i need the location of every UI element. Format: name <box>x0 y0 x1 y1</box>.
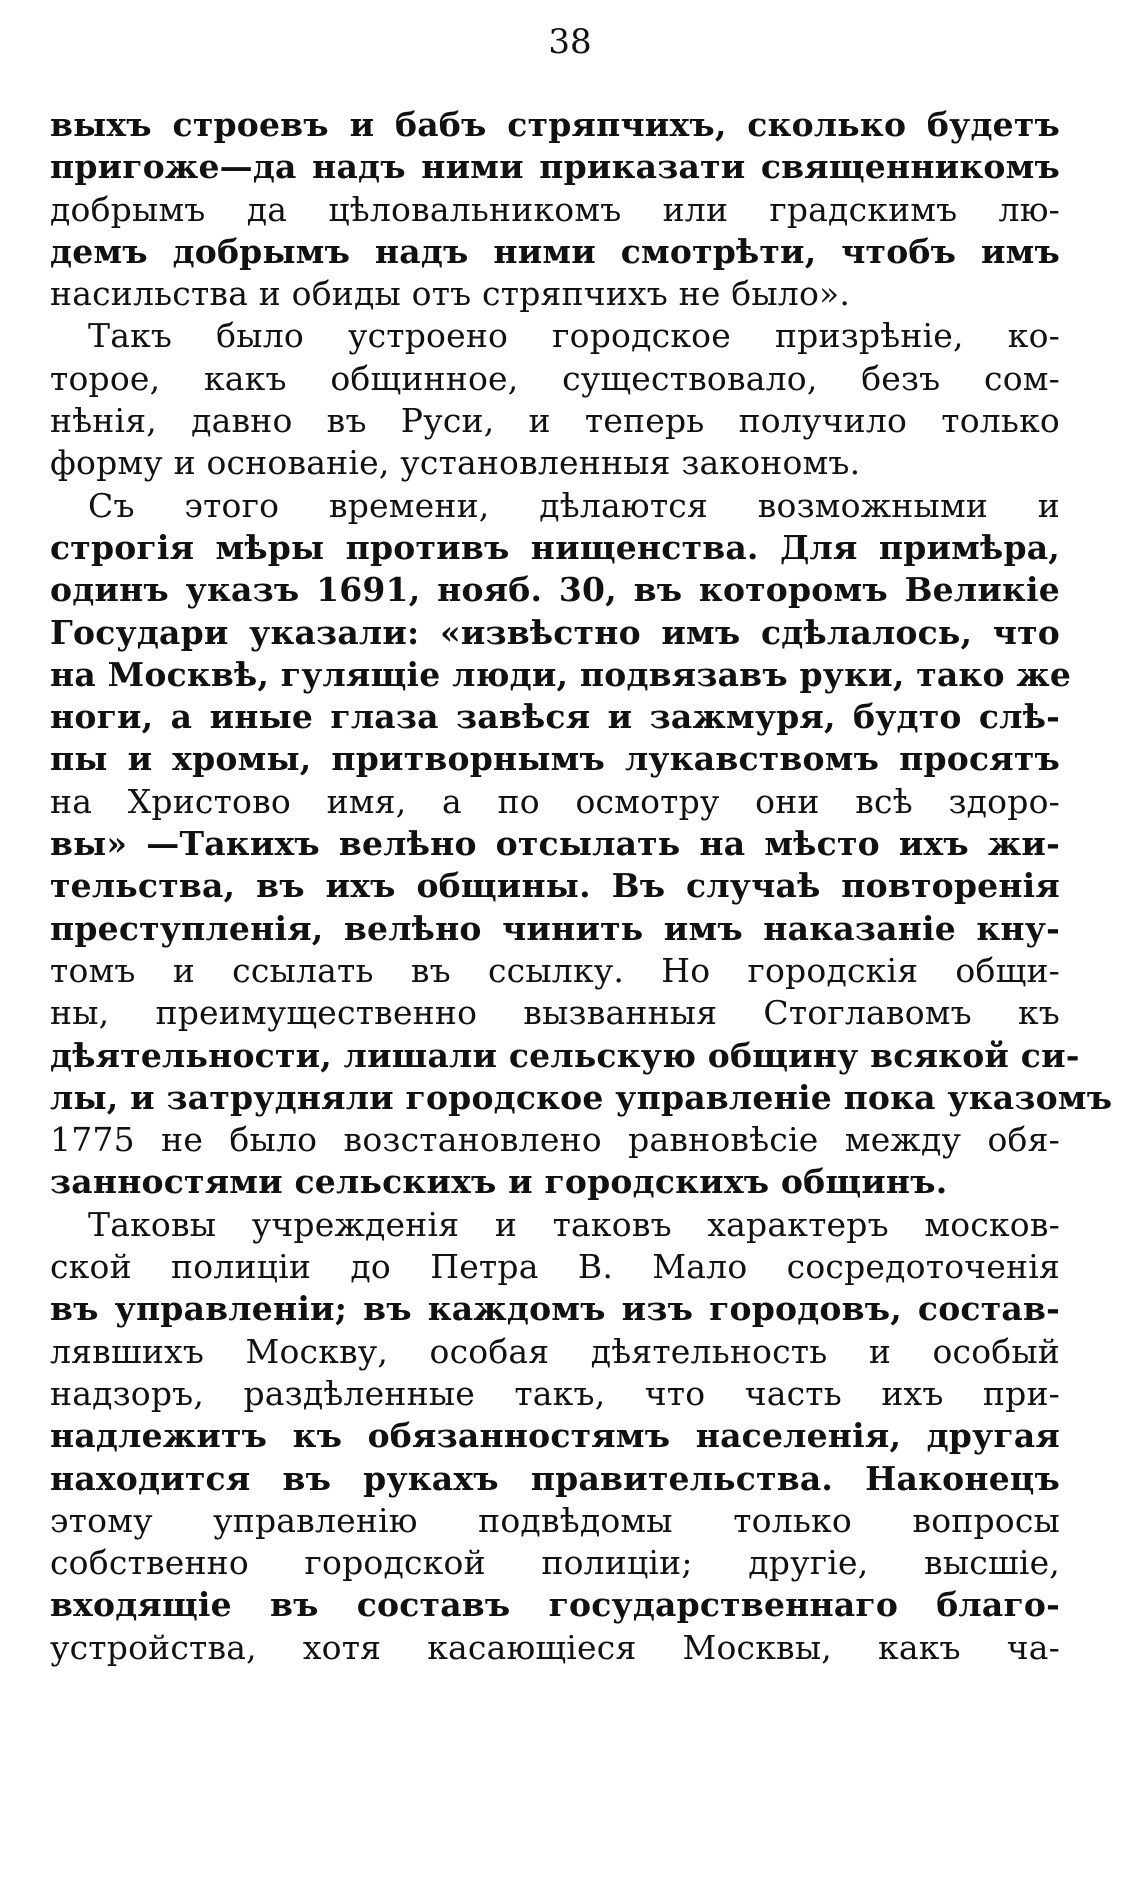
text-line: выхъ строевъ и бабъ стряпчихъ, сколько будетъ <box>50 105 1060 144</box>
text-line: на Христово имя, а по осмотру они всѣ здоро- <box>50 781 1060 821</box>
text-line: преступленія, велѣно чинить имъ наказаніе кну- <box>50 908 1060 948</box>
text-line: Такъ было устроено городское призрѣніе, ко- <box>88 316 1060 356</box>
text-line: этому управленію подвѣдомы только вопросы <box>50 1500 1060 1540</box>
text-line: входящіе въ составъ государственнаго благо- <box>50 1585 1060 1625</box>
text-line: Съ этого времени, дѣлаются возможными и <box>88 485 1060 525</box>
text-line: Таковы учрежденія и таковъ характеръ москов- <box>88 1204 1060 1244</box>
page-number: 38 <box>548 22 592 62</box>
text-line: тельства, въ ихъ общины. Въ случаѣ повторенія <box>50 866 1060 906</box>
text-line: томъ и ссылать въ ссылку. Но городскія общи- <box>50 950 1060 990</box>
text-line: находится въ рукахъ правительства. Наконецъ <box>50 1458 1060 1498</box>
text-line: пригоже—да надъ ними приказати священникомъ <box>50 147 1060 187</box>
text-line: одинъ указъ 1691, нояб. 30, въ которомъ Великіе <box>50 570 1060 610</box>
text-line: пы и хромы, притворнымъ лукавствомъ просятъ <box>50 739 1060 779</box>
text-line: въ управленіи; въ каждомъ изъ городовъ, состав- <box>50 1289 1060 1329</box>
text-line: дѣятельности, лишали сельскую общину всякой си- <box>50 1035 1080 1075</box>
text-line: торое, какъ общинное, существовало, безъ сом- <box>50 358 1060 398</box>
text-line: ны, преимущественно вызванныя Стоглавомъ къ <box>50 993 1060 1033</box>
text-line: лявшихъ Москву, особая дѣятельность и особый <box>50 1331 1060 1371</box>
text-line: занностями сельскихъ и городскихъ общинъ. <box>50 1162 948 1202</box>
text-line: ской полиціи до Петра В. Мало сосредоточенія <box>50 1247 1060 1287</box>
text-line: лы, и затрудняли городское управленіе пока указомъ <box>50 1077 1113 1117</box>
text-line: собственно городской полиціи; другіе, высшіе, <box>50 1543 1060 1583</box>
text-line: вы» —Такихъ велѣно отсылать на мѣсто ихъ жи- <box>50 824 1060 864</box>
text-line: строгія мѣры противъ нищенства. Для примѣра, <box>50 527 1060 567</box>
text-line: 1775 не было возстановлено равновѣсіе между обя- <box>50 1120 1060 1160</box>
text-line: на Москвѣ, гулящіе люди, подвязавъ руки, тако же <box>50 654 1072 694</box>
body-text <box>50 104 1113 1669</box>
text-line: форму и основаніе, установленныя закономъ. <box>50 443 861 483</box>
text-line: нѣнія, давно въ Руси, и теперь получило только <box>50 401 1060 441</box>
text-line: добрымъ да цѣловальникомъ или градскимъ лю- <box>50 189 1060 229</box>
text-line: ноги, а иные глаза завѣся и зажмуря, будто слѣ- <box>50 697 1060 737</box>
text-line: надзоръ, раздѣленные такъ, что часть ихъ при- <box>50 1373 1060 1413</box>
text-line: устройства, хотя касающіеся Москвы, какъ ча- <box>50 1627 1060 1667</box>
text-line: демъ добрымъ надъ ними смотрѣти, чтобъ имъ <box>50 231 1060 271</box>
text-line: Государи указали: «извѣстно имъ сдѣлалось, что <box>50 612 1060 652</box>
text-line: надлежитъ къ обязанностямъ населенія, другая <box>50 1416 1060 1456</box>
text-line: насильства и обиды отъ стряпчихъ не было». <box>50 274 851 314</box>
